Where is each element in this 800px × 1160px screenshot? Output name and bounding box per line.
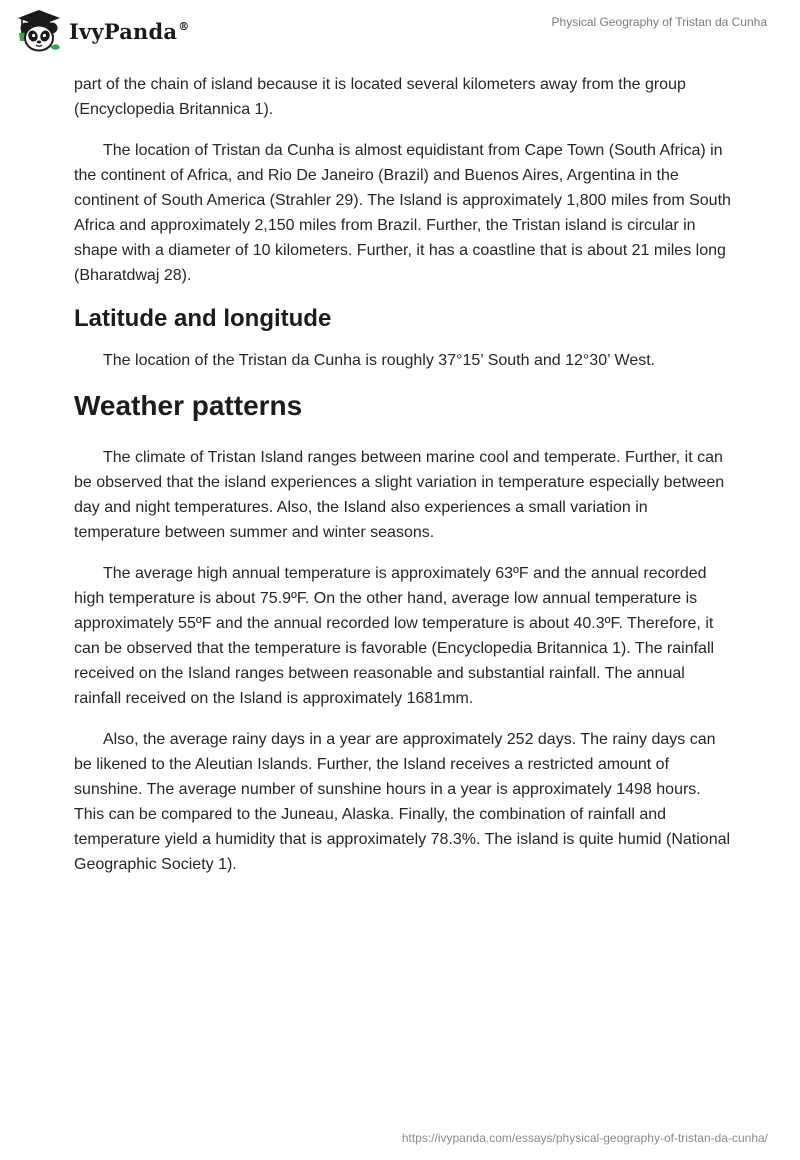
source-url[interactable]: https://ivypanda.com/essays/physical-geography-of-tristan-da-cunha/ bbox=[401, 1131, 768, 1145]
paragraph-temperature: The average high annual temperature is approximately 63ºF and the annual recorded high temperature is about 75.9ºF. On the other hand, average low annual temperature is approximately 55ºF and the annual recorded low temperature is about 40.3ºF. Therefore, it can be observed that the temperature is favorable (Encyclopedia Britannica 1). The rainfall received on the Island ranges between reasonable and substantial rainfall. The annual rainfall received on the Island is approximately 1681mm. bbox=[74, 565, 715, 707]
paragraph-coordinates: The location of the Tristan da Cunha is roughly 37°15’ South and 12°30’ West. bbox=[103, 352, 656, 369]
paragraph-rain-sunshine: Also, the average rainy days in a year are approximately 252 days. The rainy days can be likened to the Aleutian Islands. Further, the Island receives a restricted amount of sunshine. The average number of sunshine hours in a year is approximately 1498 hours. This can be compared to the Juneau, Alaska. Finally, the combination of rainfall and temperature yield a humidity that is approximately 78.3%. The island is quite humid (National Geographic Society 1). bbox=[74, 731, 731, 873]
logo-text bbox=[69, 19, 189, 44]
logo-wordmark: IvyPanda bbox=[69, 18, 178, 44]
paragraph-location: The location of Tristan da Cunha is almost equidistant from Cape Town (South Africa) in the continent of Africa, and Rio De Janeiro (Brazil) and Buenos Aires, Argentina in the continent of South America (Strahler 29). The Island is approximately 1,800 miles from South Africa and approximately 2,150 miles from Brazil. Further, the Tristan island is circular in shape with a diameter of 10 kilometers. Further, it has a coastline that is about 21 miles long (Bharatdwaj 28). bbox=[74, 142, 731, 284]
registered-mark: ® bbox=[178, 19, 190, 33]
page-header bbox=[0, 0, 800, 64]
document-title: Physical Geography of Tristan da Cunha bbox=[551, 15, 767, 29]
paragraph-climate: The climate of Tristan Island ranges between marine cool and temperate. Further, it can be observed that the island experiences a slight variation in temperature especially between day and night temperatures. Also, the Island also experiences a small variation in temperature between summer and winter seasons. bbox=[74, 449, 725, 541]
heading-weather-patterns: Weather patterns bbox=[74, 390, 303, 421]
panda-graduate-icon bbox=[14, 8, 64, 54]
paragraph-continuation: part of the chain of island because it is located several kilometers away from the group (Encyclopedia Britannica 1). bbox=[74, 76, 686, 118]
ivypanda-logo[interactable] bbox=[14, 8, 189, 54]
essay-content bbox=[74, 72, 734, 893]
heading-latitude-longitude: Latitude and longitude bbox=[74, 305, 332, 332]
